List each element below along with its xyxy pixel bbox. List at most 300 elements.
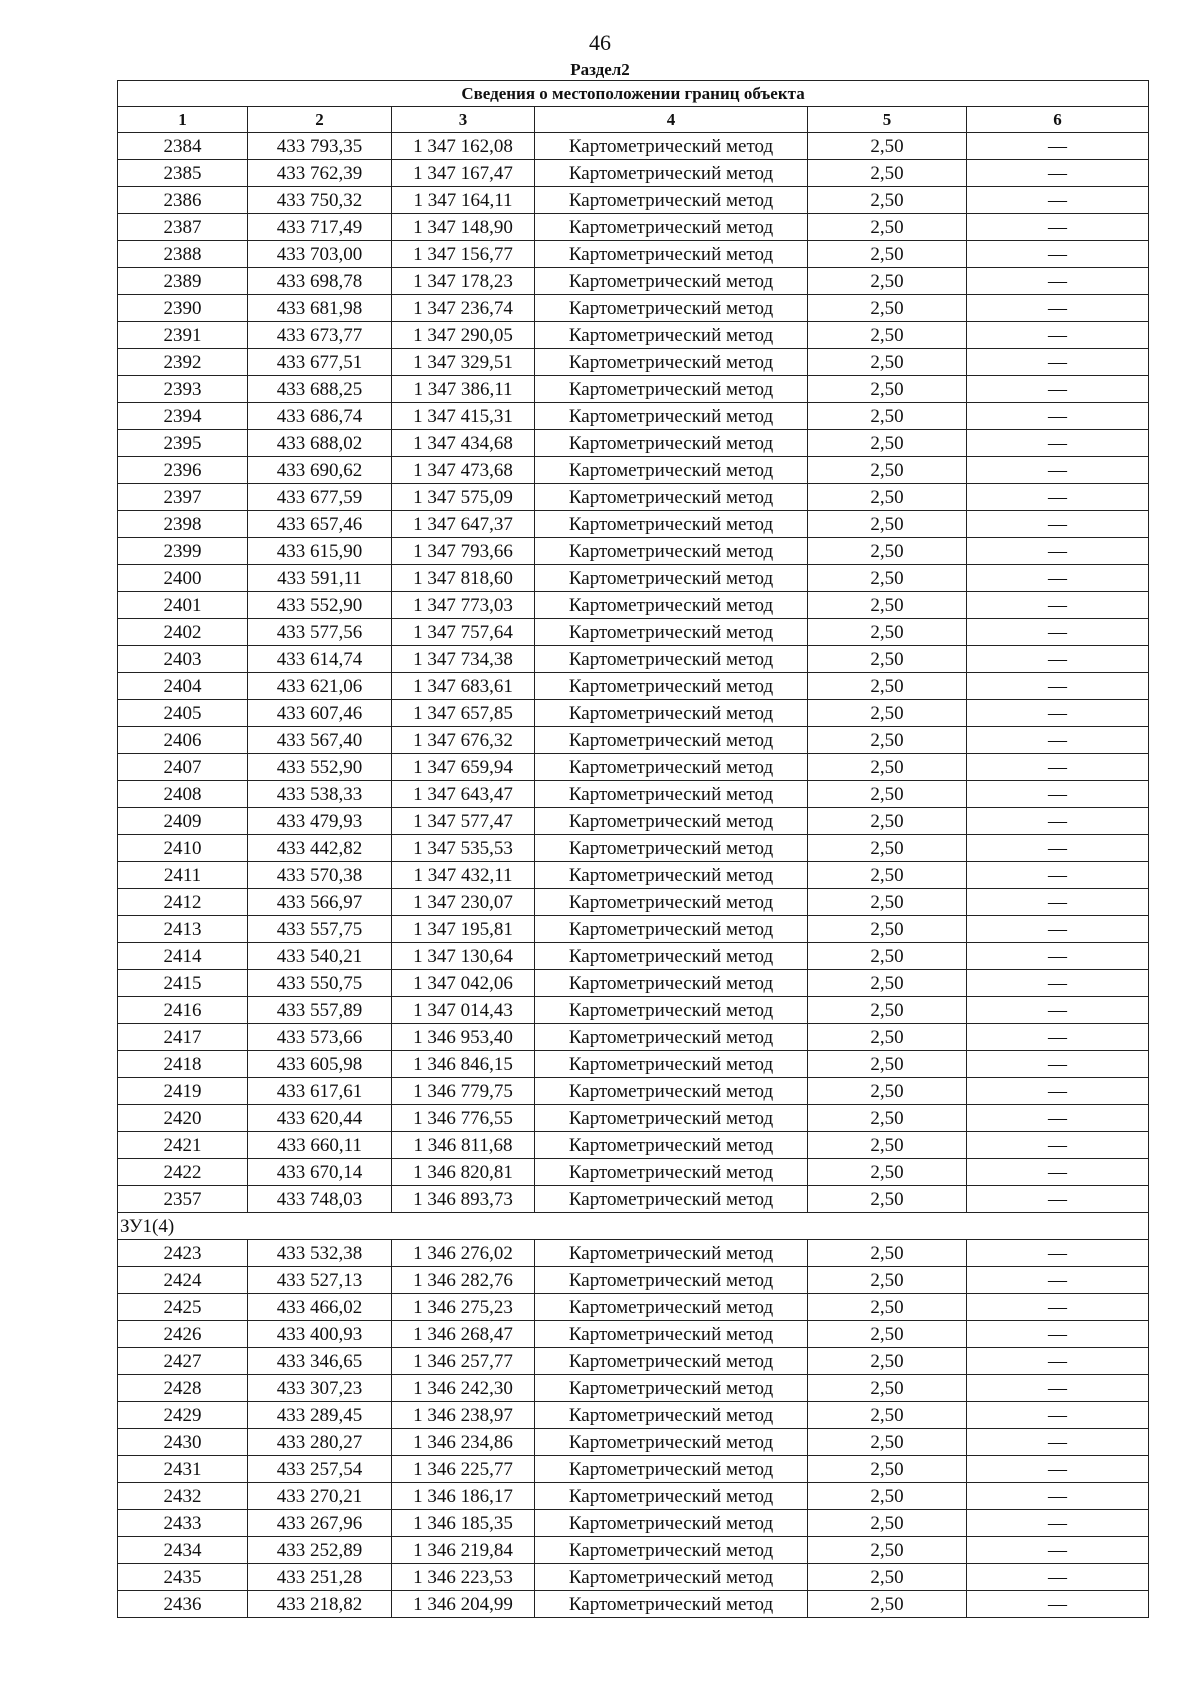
table-row [118,133,1149,160]
table-cell: 2405 [118,700,248,727]
table-row [118,916,1149,943]
table-cell: — [967,241,1149,268]
table-cell: 433 557,89 [248,997,392,1024]
table-cell: 2357 [118,1186,248,1213]
table-cell: 2391 [118,322,248,349]
table-cell: 433 677,51 [248,349,392,376]
column-header: 2 [248,107,392,133]
table-cell: 2433 [118,1510,248,1537]
table-row [118,835,1149,862]
table-cell: — [967,1375,1149,1402]
table-cell: — [967,322,1149,349]
table-row [118,997,1149,1024]
table-cell: 2412 [118,889,248,916]
table-cell: 1 347 164,11 [392,187,535,214]
table-row [118,1321,1149,1348]
table-cell: 433 267,96 [248,1510,392,1537]
table-cell: 2431 [118,1456,248,1483]
table-row [118,1024,1149,1051]
table-cell: 2,50 [808,943,967,970]
table-row [118,295,1149,322]
table-cell: Картометрический метод [535,727,808,754]
table-row [118,1105,1149,1132]
table-cell: — [967,970,1149,997]
table-cell: 1 347 178,23 [392,268,535,295]
table-cell: Картометрический метод [535,1078,808,1105]
table-cell: 1 347 162,08 [392,133,535,160]
table-cell: Картометрический метод [535,1321,808,1348]
table-cell: 2427 [118,1348,248,1375]
table-row [118,1132,1149,1159]
table-cell: — [967,403,1149,430]
table-cell: 433 540,21 [248,943,392,970]
table-cell: — [967,1240,1149,1267]
table-row [118,349,1149,376]
table-cell: 1 346 204,99 [392,1591,535,1618]
table-cell: 433 617,61 [248,1078,392,1105]
table-cell: Картометрический метод [535,565,808,592]
table-cell: — [967,781,1149,808]
table-row [118,592,1149,619]
table-cell: — [967,997,1149,1024]
table-cell: 433 442,82 [248,835,392,862]
table-cell: 2410 [118,835,248,862]
table-cell: 1 346 282,76 [392,1267,535,1294]
table-cell: 1 346 185,35 [392,1510,535,1537]
table-cell: 2,50 [808,268,967,295]
table-row [118,376,1149,403]
table-cell: 2,50 [808,592,967,619]
table-cell: 1 346 225,77 [392,1456,535,1483]
group-row [118,1213,1149,1240]
table-cell: 2,50 [808,1078,967,1105]
table-cell: 2,50 [808,1186,967,1213]
table-cell: Картометрический метод [535,997,808,1024]
table-cell: 2,50 [808,403,967,430]
table-cell: 2,50 [808,187,967,214]
table-cell: 2406 [118,727,248,754]
group-label: ЗУ1(4) [118,1213,1149,1240]
table-cell: 1 347 643,47 [392,781,535,808]
table-cell: 2417 [118,1024,248,1051]
table-cell: — [967,1564,1149,1591]
table-cell: Картометрический метод [535,916,808,943]
table-cell: — [967,1267,1149,1294]
table-caption-row [118,81,1149,107]
table-cell: 2,50 [808,700,967,727]
table-cell: 2408 [118,781,248,808]
table-cell: — [967,619,1149,646]
table-cell: 433 657,46 [248,511,392,538]
table-cell: 433 346,65 [248,1348,392,1375]
table-cell: 433 270,21 [248,1483,392,1510]
table-cell: 2423 [118,1240,248,1267]
table-cell: — [967,538,1149,565]
table-cell: Картометрический метод [535,133,808,160]
table-row [118,511,1149,538]
table-cell: 2,50 [808,835,967,862]
table-cell: 2,50 [808,1483,967,1510]
table-cell: 1 346 779,75 [392,1078,535,1105]
table-cell: — [967,673,1149,700]
table-cell: Картометрический метод [535,781,808,808]
column-header: 1 [118,107,248,133]
table-cell: 2,50 [808,646,967,673]
table-cell: 433 688,02 [248,430,392,457]
table-cell: 2416 [118,997,248,1024]
table-cell: 1 346 223,53 [392,1564,535,1591]
table-cell: 1 347 734,38 [392,646,535,673]
table-cell: 2401 [118,592,248,619]
table-cell: 1 347 014,43 [392,997,535,1024]
table-cell: 2414 [118,943,248,970]
table-cell: 2435 [118,1564,248,1591]
table-cell: 1 347 130,64 [392,943,535,970]
table-cell: 2,50 [808,1375,967,1402]
table-cell: 1 346 242,30 [392,1375,535,1402]
table-cell: Картометрический метод [535,1402,808,1429]
table-cell: 433 466,02 [248,1294,392,1321]
table-cell: 1 346 276,02 [392,1240,535,1267]
table-cell: 2413 [118,916,248,943]
table-cell: Картометрический метод [535,862,808,889]
table-cell: 2426 [118,1321,248,1348]
table-cell: 433 717,49 [248,214,392,241]
table-cell: Картометрический метод [535,538,808,565]
table-cell: 2424 [118,1267,248,1294]
table-cell: 2420 [118,1105,248,1132]
table-cell: — [967,727,1149,754]
table-cell: 433 677,59 [248,484,392,511]
table-row [118,1078,1149,1105]
table-cell: — [967,1186,1149,1213]
table-cell: 2,50 [808,160,967,187]
table-cell: 1 346 234,86 [392,1429,535,1456]
table-cell: — [967,1051,1149,1078]
table-cell: 433 660,11 [248,1132,392,1159]
table-cell: — [967,160,1149,187]
table-cell: 2,50 [808,916,967,943]
table-cell: 2398 [118,511,248,538]
table-cell: 433 550,75 [248,970,392,997]
table-cell: 1 346 219,84 [392,1537,535,1564]
table-row [118,565,1149,592]
table-cell: 1 347 535,53 [392,835,535,862]
table-cell: 2,50 [808,808,967,835]
table-cell: 2399 [118,538,248,565]
table-cell: — [967,1429,1149,1456]
table-cell: 1 346 846,15 [392,1051,535,1078]
table-cell: 2434 [118,1537,248,1564]
table-cell: 1 347 329,51 [392,349,535,376]
table-cell: 433 573,66 [248,1024,392,1051]
table-cell: 1 347 473,68 [392,457,535,484]
table-row [118,754,1149,781]
table-cell: 2,50 [808,754,967,781]
table-cell: 1 347 676,32 [392,727,535,754]
table-cell: 2385 [118,160,248,187]
table-cell: 1 347 195,81 [392,916,535,943]
table-cell: 1 347 042,06 [392,970,535,997]
table-cell: — [967,565,1149,592]
table-cell: — [967,1294,1149,1321]
table-cell: 1 347 432,11 [392,862,535,889]
table-cell: 433 750,32 [248,187,392,214]
table-cell: 2390 [118,295,248,322]
table-cell: 433 252,89 [248,1537,392,1564]
table-cell: Картометрический метод [535,295,808,322]
table-cell: 433 621,06 [248,673,392,700]
table-cell: — [967,1348,1149,1375]
table-cell: 1 346 811,68 [392,1132,535,1159]
table-cell: Картометрический метод [535,511,808,538]
table-cell: 2,50 [808,349,967,376]
table-cell: Картометрический метод [535,1132,808,1159]
table-cell: — [967,1024,1149,1051]
table-row [118,619,1149,646]
table-cell: 2418 [118,1051,248,1078]
table-row [118,1159,1149,1186]
table-cell: Картометрический метод [535,1564,808,1591]
table-cell: 2,50 [808,1537,967,1564]
table-cell: — [967,214,1149,241]
table-cell: Картометрический метод [535,1456,808,1483]
table-cell: 433 670,14 [248,1159,392,1186]
table-cell: 1 347 575,09 [392,484,535,511]
table-cell: 433 400,93 [248,1321,392,1348]
table-cell: 433 527,13 [248,1267,392,1294]
table-cell: 433 793,35 [248,133,392,160]
table-cell: 433 605,98 [248,1051,392,1078]
table-row [118,970,1149,997]
table-cell: Картометрический метод [535,754,808,781]
table-row [118,241,1149,268]
table-row [118,1510,1149,1537]
table-cell: 1 347 647,37 [392,511,535,538]
table-cell: — [967,943,1149,970]
table-row [118,484,1149,511]
table-cell: 2394 [118,403,248,430]
table-cell: Картометрический метод [535,457,808,484]
table-cell: 433 703,00 [248,241,392,268]
table-cell: Картометрический метод [535,1267,808,1294]
table-cell: — [967,295,1149,322]
table-row [118,808,1149,835]
table-cell: 2425 [118,1294,248,1321]
table-row [118,1591,1149,1618]
table-cell: 2389 [118,268,248,295]
table-row [118,1051,1149,1078]
table-cell: 1 346 268,47 [392,1321,535,1348]
table-cell: 2,50 [808,457,967,484]
table-cell: 433 690,62 [248,457,392,484]
table-cell: 433 552,90 [248,754,392,781]
table-cell: — [967,1510,1149,1537]
table-cell: 2396 [118,457,248,484]
table-cell: 2,50 [808,295,967,322]
table-header-row [118,107,1149,133]
table-cell: 1 346 275,23 [392,1294,535,1321]
table-row [118,1294,1149,1321]
table-cell: 1 347 148,90 [392,214,535,241]
table-cell: 2,50 [808,1105,967,1132]
table-cell: 2430 [118,1429,248,1456]
table-cell: Картометрический метод [535,970,808,997]
table-cell: 2,50 [808,1240,967,1267]
table-row [118,1267,1149,1294]
table-cell: 2,50 [808,970,967,997]
table-cell: 1 346 820,81 [392,1159,535,1186]
table-cell: 2432 [118,1483,248,1510]
table-cell: Картометрический метод [535,349,808,376]
table-cell: 2,50 [808,673,967,700]
table-cell: 2,50 [808,376,967,403]
table-cell: 2,50 [808,1591,967,1618]
table-cell: 2,50 [808,1402,967,1429]
table-cell: 2397 [118,484,248,511]
table-cell: 2,50 [808,484,967,511]
table-cell: — [967,457,1149,484]
table-cell: 1 347 818,60 [392,565,535,592]
table-cell: — [967,1159,1149,1186]
table-row [118,538,1149,565]
table-cell: Картометрический метод [535,241,808,268]
table-row [118,1402,1149,1429]
table-cell: 2387 [118,214,248,241]
table-row [118,943,1149,970]
table-row [118,1186,1149,1213]
table-cell: 1 347 156,77 [392,241,535,268]
table-cell: — [967,1132,1149,1159]
table-cell: 1 347 659,94 [392,754,535,781]
table-cell: 1 347 793,66 [392,538,535,565]
table-cell: 1 347 757,64 [392,619,535,646]
table-cell: Картометрический метод [535,187,808,214]
table-cell: 2419 [118,1078,248,1105]
table-caption: Сведения о местоположении границ объекта [118,81,1149,107]
table-cell: Картометрический метод [535,1186,808,1213]
table-cell: 2407 [118,754,248,781]
table-cell: 1 347 290,05 [392,322,535,349]
table-cell: 2393 [118,376,248,403]
table-cell: 433 615,90 [248,538,392,565]
table-cell: Картометрический метод [535,322,808,349]
table-cell: 2384 [118,133,248,160]
table-row [118,1240,1149,1267]
table-row [118,1537,1149,1564]
table-row [118,1456,1149,1483]
table-cell: Картометрический метод [535,1051,808,1078]
table-cell: Картометрический метод [535,1240,808,1267]
table-cell: 1 347 415,31 [392,403,535,430]
table-row [118,646,1149,673]
table-cell: — [967,700,1149,727]
table-row [118,727,1149,754]
table-cell: Картометрический метод [535,1348,808,1375]
table-cell: 2,50 [808,322,967,349]
table-cell: 433 251,28 [248,1564,392,1591]
table-cell: 2,50 [808,430,967,457]
table-cell: 2400 [118,565,248,592]
table-cell: 2,50 [808,1429,967,1456]
table-cell: 2,50 [808,241,967,268]
table-cell: — [967,1456,1149,1483]
table-cell: Картометрический метод [535,619,808,646]
table-row [118,1429,1149,1456]
boundary-coordinates-table [117,80,1149,1618]
table-cell: Картометрический метод [535,700,808,727]
table-cell: 2,50 [808,511,967,538]
page-number: 46 [589,30,611,55]
table-cell: — [967,511,1149,538]
table-cell: 2,50 [808,1510,967,1537]
table-cell: — [967,1105,1149,1132]
table-cell: 2,50 [808,1456,967,1483]
table-cell: 433 577,56 [248,619,392,646]
table-cell: — [967,349,1149,376]
table-cell: 433 620,44 [248,1105,392,1132]
table-cell: 433 591,11 [248,565,392,592]
table-row [118,187,1149,214]
table-row [118,403,1149,430]
table-cell: — [967,133,1149,160]
column-header: 3 [392,107,535,133]
table-cell: — [967,862,1149,889]
table-cell: 2411 [118,862,248,889]
table-cell: 1 347 657,85 [392,700,535,727]
table-cell: — [967,916,1149,943]
table-cell: 2,50 [808,1321,967,1348]
table-cell: 2,50 [808,997,967,1024]
table-row [118,430,1149,457]
table-cell: 433 614,74 [248,646,392,673]
table-cell: Картометрический метод [535,1429,808,1456]
table-cell: 2402 [118,619,248,646]
table-body [118,133,1149,1618]
table-cell: — [967,592,1149,619]
table-row [118,673,1149,700]
table-cell: 2,50 [808,1348,967,1375]
table-cell: — [967,646,1149,673]
table-cell: 1 346 776,55 [392,1105,535,1132]
table-row [118,862,1149,889]
table-cell: 433 557,75 [248,916,392,943]
table-cell: 1 347 167,47 [392,160,535,187]
table-cell: — [967,430,1149,457]
table-cell: 433 257,54 [248,1456,392,1483]
table-row [118,268,1149,295]
table-cell: 2388 [118,241,248,268]
table-cell: — [967,1402,1149,1429]
table-cell: 2422 [118,1159,248,1186]
table-cell: Картометрический метод [535,1591,808,1618]
table-cell: 2386 [118,187,248,214]
table-row [118,457,1149,484]
table-cell: — [967,1321,1149,1348]
table-cell: 1 347 386,11 [392,376,535,403]
table-cell: Картометрический метод [535,943,808,970]
table-cell: 2,50 [808,781,967,808]
table-cell: 2428 [118,1375,248,1402]
table-cell: 433 698,78 [248,268,392,295]
table-cell: 1 347 773,03 [392,592,535,619]
table-cell: 2,50 [808,1159,967,1186]
table-cell: 433 567,40 [248,727,392,754]
table-cell: 2,50 [808,133,967,160]
table-cell: 433 289,45 [248,1402,392,1429]
table-cell: Картометрический метод [535,1159,808,1186]
table-cell: Картометрический метод [535,484,808,511]
